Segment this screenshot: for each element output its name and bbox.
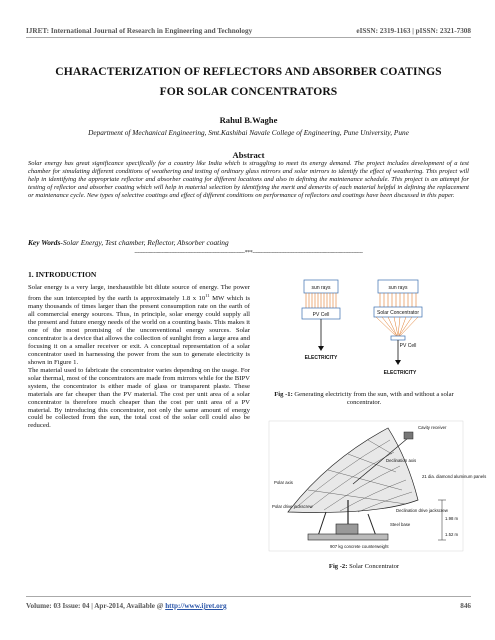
abstract-heading: Abstract <box>232 150 265 160</box>
separator-line: ---------------------------------------------------------------------***--------------------------------------------------------------------- <box>134 250 363 256</box>
author: Rahul B.Waghe <box>219 115 278 125</box>
figure-2-caption-text: Solar Concentrator <box>347 563 400 570</box>
right-sun-rays <box>374 280 422 376</box>
keywords-label: Key Words- <box>28 238 63 247</box>
figure-1-caption-text: Generating electricity from the sun, with and without a solar concentrator. <box>292 391 454 406</box>
right-electricity-label: ELECTRICITY <box>383 370 417 376</box>
left-electricity-label: ELECTRICITY <box>304 355 338 361</box>
intro-body <box>28 284 250 430</box>
left-ray-lines <box>306 293 336 308</box>
left-sun-rays <box>302 280 340 361</box>
label-steel-base: Steel base <box>390 522 411 527</box>
right-pv-label: PV Cell <box>399 343 417 349</box>
figure-1-caption-label: Fig -1: <box>274 391 293 398</box>
figure-2-caption-label: Fig -2: <box>328 563 348 570</box>
figure-2-caption <box>264 563 464 570</box>
label-cavity-receiver: Cavity receiver <box>418 425 447 430</box>
focused-ray-lines <box>376 317 418 336</box>
abstract-text: Solar energy has great significance specifically for a country like India which is struggling to meet its energy demand. The project includes development of a test chamber for simulating different conditions of weathering and testing of ordinary glass mirrors and solar mirrors to identify the effect of weathering. This project will help in identifying the appropriate reflector and absorber coating for different locations and also in defining the maintenance schedule. This project is an attempt for testing of reflector and absorber coating which will help in material selection by identifying the merit and demerits of each material helpful in defining the replacement or maintenance cycle. New types of selective coatings and effect of different conditions on performance of reflectors and coatings have been discussed in this paper. <box>28 160 469 200</box>
label-height-1: 1.98 m <box>445 516 459 521</box>
label-mirror-panels: 21 dia. diamond aluminum panels <box>422 474 487 479</box>
figure-2-diagram <box>268 420 487 552</box>
page-number: 846 <box>460 602 471 610</box>
title-line-2: FOR SOLAR CONCENTRATORS <box>159 85 338 98</box>
figure-1-diagram <box>296 272 436 384</box>
right-sun-label: sun rays <box>388 285 408 291</box>
section-heading: 1. INTRODUCTION <box>28 270 97 279</box>
footer-rule <box>26 596 471 597</box>
para1-part-a: Solar energy is a very large, inexhaustible bit dilute source of energy. The power from the sun intercepted by the earth is approximately 1.8 x 10 <box>28 284 250 303</box>
intro-paragraph-2: The material used to fabricate the concentrator varies depending on the usage. For solar thermal, most of the concentrators are made from mirrors while for the BIPV system, the concentrator is either made of glass or transparent plaste. These materials are far cheaper than the PV material. The cost per unit area of a solar concentrator is therefore much cheaper than the cost per unit area of a PV material. By introducing this concentrator, not only the same amount of energy could be collected from the sun, the total cost of the solar cell could also be reduced. <box>28 366 250 430</box>
keywords-text: Solar Energy, Test chamber, Reflector, Absorber coating <box>62 238 229 247</box>
affiliation: Department of Mechanical Engineering, Smt.Kashibai Navale College of Engineering, Pune University, Pune <box>88 128 409 137</box>
keywords <box>28 238 469 247</box>
figure-1-caption <box>264 391 464 407</box>
left-arrowhead <box>318 346 324 351</box>
intro-paragraph-1 <box>28 284 250 367</box>
para1-part-b: MW which is many thousands of times larger than the present consumption rate on the earth of all commercial energy sources. Thus, in principle, solar energy could supply all the present and future energy needs of the world on a counting basis. This makes it one of the most promising of the unconventional energy sources. Solar concentrator is a device that allows the collection of sunlight from a large area and focusing it on a smaller receiver or exit. A conceptual representation of a solar concentrator used in harnessing the power from the sun to generate electricity is shown in Figure 1. <box>28 295 250 366</box>
label-polar-axis: Polar axis <box>274 480 293 485</box>
label-height-2: 1.52 m <box>445 532 459 537</box>
left-sun-label: sun rays <box>311 285 331 291</box>
left-pv-label: PV Cell <box>312 312 330 318</box>
running-footer <box>26 602 471 610</box>
footer-volume <box>26 602 227 610</box>
running-header <box>26 27 471 35</box>
header-rule <box>26 37 471 38</box>
right-pv-box <box>391 336 405 340</box>
journal-link[interactable]: http://www.ijret.org <box>165 602 227 610</box>
right-arrowhead <box>395 360 401 365</box>
right-ray-lines <box>380 293 416 307</box>
footer-volume-text: Volume: 03 Issue: 04 | Apr-2014, Available @ <box>26 602 166 610</box>
para1-superscript: 11 <box>205 292 210 298</box>
title-line-1: CHARACTERIZATION OF REFLECTORS AND ABSORBER COATINGS <box>55 65 442 78</box>
label-polar-drive: Polar drive jackscrew <box>272 504 313 509</box>
label-declination-drive: Declination drive jackscrew <box>396 508 448 513</box>
label-declination-axis: Declination axis <box>386 458 417 463</box>
label-counterweight: 907 kg concrete counterweight <box>330 544 389 549</box>
concentrator-label: Solar Concentrator <box>377 310 419 316</box>
counterweight <box>336 524 358 534</box>
journal-name: IJRET: International Journal of Research in Engineering and Technology <box>26 27 253 35</box>
paper-title <box>26 62 471 102</box>
issn: eISSN: 2319-1163 | pISSN: 2321-7308 <box>356 27 471 35</box>
cavity-receiver <box>404 432 413 439</box>
steel-base <box>308 534 388 540</box>
